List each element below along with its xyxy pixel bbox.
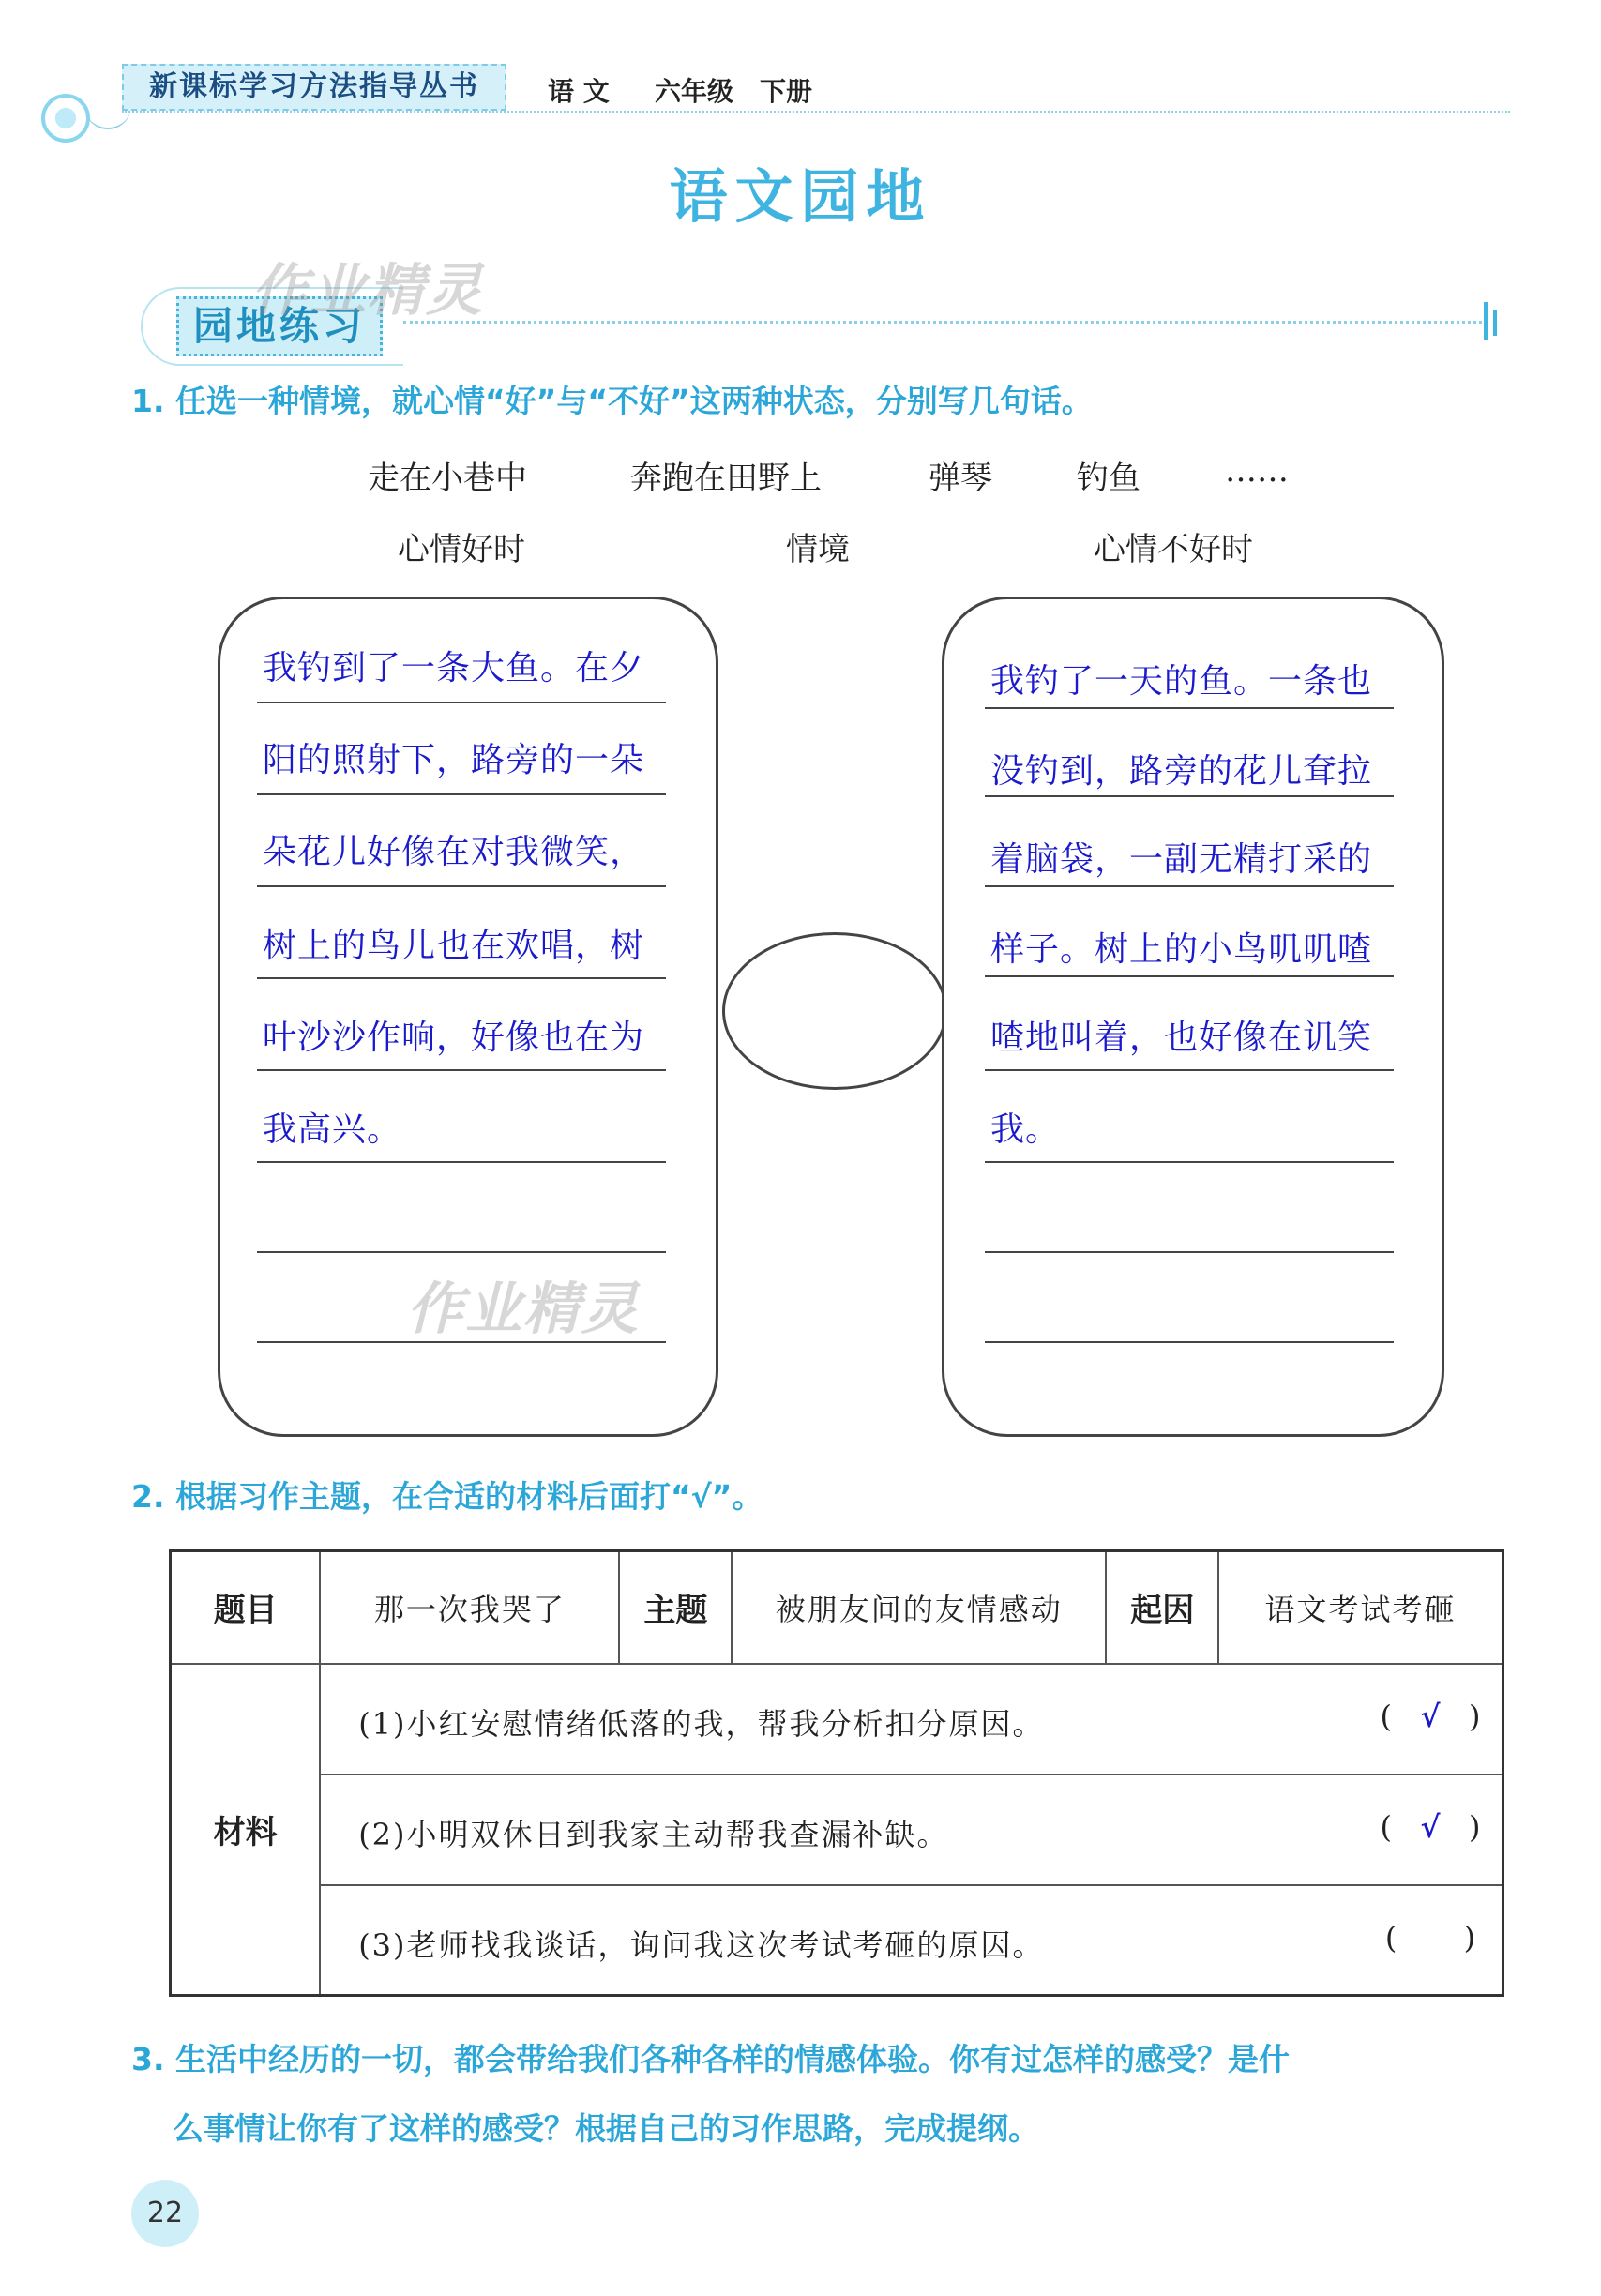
header-decor-circle — [41, 94, 90, 143]
situation-oval[interactable] — [722, 932, 947, 1090]
header-volume: 下册 — [760, 76, 813, 107]
material-row — [320, 1775, 1503, 1885]
answer-line: 着脑袋，一副无精打采的 — [990, 840, 1373, 879]
materials-table — [169, 1549, 1504, 1997]
page-number: 22 — [131, 2180, 199, 2247]
column-header-good: 心情好时 — [398, 531, 525, 568]
answer-parens[interactable]: ( √ ) — [1380, 1698, 1481, 1734]
writing-line — [985, 1341, 1394, 1343]
answer-line: 喳地叫着，也好像在讥笑 — [990, 1019, 1373, 1057]
writing-line — [985, 707, 1394, 709]
material-row — [320, 1664, 1503, 1775]
material-row — [320, 1885, 1503, 1996]
writing-line — [985, 795, 1394, 797]
writing-line — [257, 885, 666, 887]
answer-line: 我钓了一天的鱼。一条也 — [990, 662, 1373, 701]
theme-value: 被朋友间的友情感动 — [732, 1551, 1106, 1664]
question-3-line-1: 3. 生活中经历的一切，都会带给我们各种各样的情感体验。你有过怎样的感受？是什 — [131, 2041, 1290, 2077]
check-mark: √ — [1420, 1698, 1441, 1734]
answer-line: 朵花儿好像在对我微笑， — [263, 833, 645, 871]
answer-line: 我高兴。 — [263, 1110, 402, 1149]
answer-line: 我。 — [990, 1110, 1061, 1149]
writing-line — [257, 977, 666, 979]
writing-line — [985, 975, 1394, 977]
option-item: 奔跑在田野上 — [630, 460, 822, 497]
answer-line: 样子。树上的小鸟叽叽喳 — [990, 930, 1373, 969]
writing-line — [257, 793, 666, 795]
question-1-prompt: 1. 任选一种情境，就心情“好”与“不好”这两种状态，分别写几句话。 — [131, 383, 1093, 419]
header-cause: 起因 — [1106, 1551, 1218, 1664]
check-mark: √ — [1420, 1808, 1441, 1845]
question-2-prompt: 2. 根据习作主题，在合适的材料后面打“√”。 — [131, 1478, 763, 1515]
column-header-bad: 心情不好时 — [1094, 531, 1253, 568]
material-text: (2)小明双休日到我家主动帮我查漏补缺。 — [358, 1816, 949, 1852]
option-item: …… — [1225, 452, 1289, 490]
question-3-line-2: 么事情让你有了这样的感受？根据自己的习作思路，完成提纲。 — [173, 2110, 1039, 2147]
option-item: 弹琴 — [929, 460, 992, 497]
option-item: 走在小巷中 — [368, 460, 527, 497]
writing-line — [985, 885, 1394, 887]
answer-line: 没钓到，路旁的花儿耷拉 — [990, 752, 1373, 791]
header-rule — [122, 111, 1510, 113]
writing-line — [257, 1069, 666, 1071]
section-rule-end — [1493, 310, 1497, 336]
writing-line — [257, 702, 666, 703]
writing-line — [257, 1251, 666, 1253]
material-text: (1)小红安慰情绪低落的我，帮我分析扣分原因。 — [358, 1705, 1045, 1742]
series-title: 新课标学习方法指导丛书 — [122, 64, 506, 111]
writing-line — [985, 1251, 1394, 1253]
answer-parens[interactable]: ( √ ) — [1380, 1808, 1481, 1845]
answer-line: 树上的鸟儿也在欢唱，树 — [263, 927, 645, 965]
watermark: 作业精灵 — [407, 1276, 640, 1342]
section-label: 园地练习 — [176, 296, 383, 356]
header-subject: 语 文 — [548, 76, 610, 107]
section-rule-end — [1484, 302, 1488, 340]
topic-value: 那一次我哭了 — [320, 1551, 619, 1664]
answer-parens[interactable]: ( ) — [1384, 1919, 1476, 1956]
header-grade: 六年级 — [655, 76, 734, 107]
option-item: 钓鱼 — [1077, 460, 1140, 497]
header-theme: 主题 — [619, 1551, 732, 1664]
writing-line — [985, 1069, 1394, 1071]
column-header-situation: 情境 — [786, 531, 850, 568]
cause-value: 语文考试考砸 — [1218, 1551, 1503, 1664]
page-title: 语文园地 — [669, 162, 932, 231]
answer-line: 我钓到了一条大鱼。在夕 — [263, 649, 645, 687]
answer-line: 阳的照射下，路旁的一朵 — [263, 741, 645, 779]
answer-line: 叶沙沙作响，好像也在为 — [263, 1019, 645, 1057]
writing-line — [257, 1161, 666, 1163]
writing-line — [985, 1161, 1394, 1163]
watermark: 作业精灵 — [251, 258, 484, 324]
header-topic: 题目 — [171, 1551, 321, 1664]
header-material: 材料 — [171, 1664, 321, 1996]
material-text: (3)老师找我谈话，询问我这次考试考砸的原因。 — [358, 1926, 1045, 1963]
section-rule — [403, 321, 1482, 324]
